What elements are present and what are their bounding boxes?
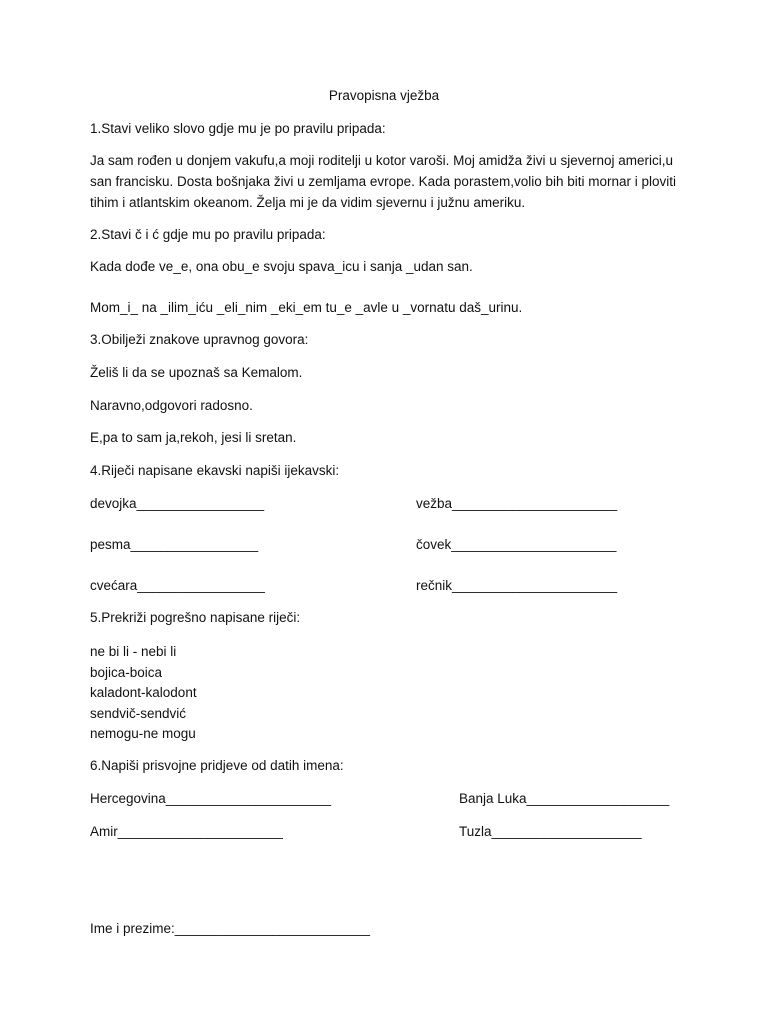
list-item: bojica-boica	[90, 664, 163, 680]
name-field-label: Ime i prezime:__________________________	[90, 921, 370, 936]
list-item: sendvič-sendvić	[90, 705, 187, 721]
task3-line-1: Želiš li da se upoznaš sa Kemalom.	[90, 365, 303, 380]
list-item: kaladont-kalodont	[90, 685, 197, 700]
task4-right-2: čovek______________________	[416, 537, 617, 552]
task3-line-2: Naravno,odgovori radosno.	[90, 398, 253, 413]
task5-list	[90, 642, 197, 745]
list-item: ne bi li - nebi li	[90, 644, 177, 659]
task4-right-1: vežba______________________	[416, 496, 618, 511]
task4-left-2: pesma_________________	[90, 537, 259, 552]
task4-left-3: cvećara_________________	[90, 578, 265, 593]
task6-right-1: Banja Luka___________________	[459, 791, 670, 806]
task4-heading: 4.Riječi napisane ekavski napiši ijekavski:	[90, 463, 340, 478]
task2-line1: Kada dođe ve_e, ona obu_e svoju spava_icu i sanja _udan san.	[90, 259, 473, 274]
list-item: nemogu-ne mogu	[90, 726, 196, 741]
task3-line-3: E,pa to sam ja,rekoh, jesi li sretan.	[90, 430, 297, 445]
task6-heading: 6.Napiši prisvojne pridjeve od datih imena:	[90, 758, 344, 773]
task1-heading: 1.Stavi veliko slovo gdje mu je po pravilu pripada:	[90, 121, 386, 136]
task6-right-2: Tuzla____________________	[459, 824, 642, 839]
task2-line2: Mom_i_ na _ilim_iću _eli_nim _eki_em tu_e _avle u _vornatu daš_urinu.	[90, 300, 523, 315]
task2-heading: 2.Stavi č i ć gdje mu po pravilu pripada:	[90, 227, 326, 242]
task6-left-1: Hercegovina______________________	[90, 791, 331, 806]
task6-left-2: Amir______________________	[90, 824, 283, 839]
page-title: Pravopisna vježba	[328, 88, 440, 103]
task5-heading: 5.Prekriži pogrešno napisane riječi:	[90, 610, 301, 625]
task1-text: Ja sam rođen u donjem vakufu,a moji roditelji u kotor varoši. Moj amidža živi u sjevernoj americi,u san francisku. Dosta bošnjaka živi u zemljama evrope. Kada porastem,volio bih biti mornar i ploviti tihim i atlantskim okeanom. Želja mi je da vidim sjevernu i južnu ameriku.	[90, 153, 677, 210]
task4-right-3: rečnik______________________	[416, 578, 618, 593]
task4-left-1: devojka_________________	[90, 496, 265, 511]
task3-heading: 3.Obilježi znakove upravnog govora:	[90, 332, 309, 347]
